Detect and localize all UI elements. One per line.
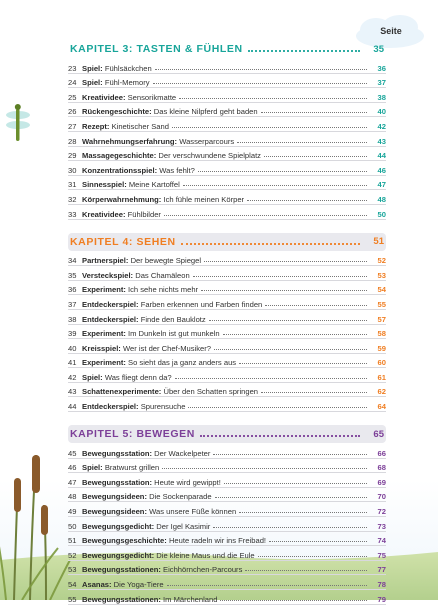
leader-dots <box>181 235 360 245</box>
entry-number: 24 <box>68 78 77 88</box>
chapter-heading-4[interactable] <box>68 233 386 251</box>
toc-entry[interactable] <box>68 383 386 398</box>
entry-title: Die Sockenparade <box>149 492 212 502</box>
entry-page: 66 <box>377 448 386 458</box>
entry-page: 52 <box>377 256 386 266</box>
entry-label: Spiel: <box>82 372 103 382</box>
entry-title: Ich fühle meinen Körper <box>163 194 245 204</box>
entry-label: Versteckspiel: <box>82 270 134 280</box>
entry-number: 36 <box>68 285 77 295</box>
entry-title: Die Yoga-Tiere <box>113 580 164 589</box>
toc-entry[interactable] <box>68 88 386 103</box>
entry-title: Über den Schatten springen <box>163 387 259 397</box>
toc-entry[interactable] <box>68 561 386 576</box>
entry-title: So sieht das ja ganz anders aus <box>128 358 237 368</box>
entry-title: Fühlsäckchen <box>104 63 152 73</box>
entry-number: 44 <box>68 402 77 412</box>
toc-entry[interactable] <box>68 59 386 74</box>
entry-page: 38 <box>377 92 386 102</box>
entry-label: Konzentrationsspiel: <box>82 165 158 175</box>
toc-entry[interactable] <box>68 590 386 605</box>
entry-page: 36 <box>377 63 386 73</box>
entry-page: 60 <box>377 358 386 368</box>
entry-number: 30 <box>68 165 77 175</box>
entry-title: Der Igel Kasimir <box>156 521 211 531</box>
entry-page: 79 <box>377 594 386 604</box>
toc-entry[interactable] <box>68 488 386 503</box>
entry-title: Im Märchenland <box>163 594 218 604</box>
chapter-heading-3[interactable] <box>68 40 386 58</box>
entry-number: 51 <box>68 536 77 546</box>
entry-label: Sinnesspiel: <box>82 180 127 190</box>
toc-entry[interactable] <box>68 310 386 325</box>
toc-entry[interactable] <box>68 295 386 310</box>
entry-number: 39 <box>68 329 77 339</box>
toc-entry[interactable] <box>68 459 386 474</box>
entry-number: 28 <box>68 136 77 146</box>
toc-entry[interactable] <box>68 103 386 118</box>
entry-label: Bewegungsgeschichte: <box>82 536 167 546</box>
entry-page: 40 <box>377 107 386 117</box>
entry-list <box>68 444 386 605</box>
entry-page: 78 <box>377 580 386 589</box>
entry-label: Wahrnehmungserfahrung: <box>82 136 178 146</box>
entry-page: 44 <box>377 151 386 161</box>
chapter-title: KAPITEL 5: BEWEGEN <box>70 428 195 441</box>
entry-page: 55 <box>377 299 386 309</box>
entry-page: 73 <box>377 521 386 531</box>
toc-entry[interactable] <box>68 532 386 547</box>
entry-page: 75 <box>377 550 386 560</box>
entry-title: Heute wird gewippt! <box>154 477 221 487</box>
toc-entry[interactable] <box>68 281 386 296</box>
entry-number: 41 <box>68 358 77 368</box>
chapter-page: 65 <box>373 428 384 440</box>
entry-label: Experiment: <box>82 358 126 368</box>
entry-number: 54 <box>68 580 77 589</box>
entry-title: Eichhörnchen-Parcours <box>163 565 243 575</box>
toc-entry[interactable] <box>68 161 386 176</box>
toc-entry[interactable] <box>68 502 386 517</box>
entry-page: 47 <box>377 180 386 190</box>
leader-dots <box>248 42 360 52</box>
entry-title: Kinetischer Sand <box>111 121 169 131</box>
entry-number: 46 <box>68 463 77 473</box>
entry-title: Der Wackelpeter <box>154 448 211 458</box>
toc-entry[interactable] <box>68 147 386 162</box>
entry-label: Entdeckerspiel: <box>82 299 139 309</box>
toc-entry[interactable] <box>68 266 386 281</box>
entry-label: Kreisspiel: <box>82 343 121 353</box>
entry-title: Was unsere Füße können <box>149 507 237 517</box>
entry-label: Bewegungsgedicht: <box>82 521 155 531</box>
entry-page: 69 <box>377 477 386 487</box>
toc-entry[interactable] <box>68 325 386 340</box>
table-of-contents <box>68 40 386 605</box>
entry-page: 46 <box>377 165 386 175</box>
toc-entry[interactable] <box>68 473 386 488</box>
entry-label: Bewegungsstationen: <box>82 565 161 575</box>
entry-number: 52 <box>68 550 77 560</box>
toc-entry[interactable] <box>68 546 386 561</box>
toc-entry[interactable] <box>68 354 386 369</box>
entry-page: 68 <box>377 463 386 473</box>
entry-title: Fühl-Memory <box>104 78 150 88</box>
entry-number: 31 <box>68 180 77 190</box>
entry-number: 27 <box>68 121 77 131</box>
chapter-section-3 <box>68 40 386 220</box>
entry-number: 42 <box>68 372 77 382</box>
entry-label: Schattenexperimente: <box>82 387 162 397</box>
entry-title: Farben erkennen und Farben finden <box>140 299 263 309</box>
entry-number: 55 <box>68 594 77 604</box>
entry-label: Spiel: <box>82 78 103 88</box>
entry-page: 61 <box>377 372 386 382</box>
entry-page: 43 <box>377 136 386 146</box>
chapter-title: KAPITEL 3: TASTEN & FÜHLEN <box>70 43 243 55</box>
entry-title: Was fliegt denn da? <box>104 372 172 382</box>
entry-label: Asanas: <box>82 580 112 589</box>
entry-page: 58 <box>377 329 386 339</box>
entry-number: 49 <box>68 507 77 517</box>
entry-label: Bewegungsgedicht: <box>82 550 155 560</box>
entry-label: Entdeckerspiel: <box>82 314 139 324</box>
entry-number: 26 <box>68 107 77 117</box>
entry-label: Partnerspiel: <box>82 256 129 266</box>
entry-number: 45 <box>68 448 77 458</box>
entry-page: 62 <box>377 387 386 397</box>
entry-title: Fühlbilder <box>127 209 161 219</box>
entry-label: Massagegeschichte: <box>82 151 157 161</box>
toc-entry[interactable] <box>68 252 386 267</box>
toc-entry[interactable] <box>68 575 386 590</box>
chapter-page: 35 <box>373 43 384 55</box>
entry-label: Kreatividee: <box>82 209 126 219</box>
entry-title: Das Chamäleon <box>135 270 190 280</box>
entry-page: 72 <box>377 507 386 517</box>
toc-entry[interactable] <box>68 132 386 147</box>
entry-label: Spiel: <box>82 63 103 73</box>
entry-title: Finde den Bauklotz <box>140 314 206 324</box>
entry-page: 74 <box>377 536 386 546</box>
entry-title: Im Dunkeln ist gut munkeln <box>128 329 220 339</box>
entry-list <box>68 252 386 413</box>
entry-label: Körperwahrnehmung: <box>82 194 162 204</box>
entry-title: Sensorikmatte <box>127 92 177 102</box>
entry-page: 42 <box>377 121 386 131</box>
entry-number: 25 <box>68 92 77 102</box>
entry-title: Wasserparcours <box>179 136 235 146</box>
entry-page: 77 <box>377 565 386 575</box>
entry-title: Was fehlt? <box>159 165 195 175</box>
page-column-label: Seite <box>380 26 402 36</box>
entry-number: 53 <box>68 565 77 575</box>
entry-page: 50 <box>377 209 386 219</box>
entry-title: Wer ist der Chef-Musiker? <box>122 343 212 353</box>
toc-entry[interactable] <box>68 368 386 383</box>
toc-entry[interactable] <box>68 397 386 412</box>
entry-title: Der bewegte Spiegel <box>130 256 202 266</box>
entry-label: Spiel: <box>82 463 103 473</box>
entry-number: 34 <box>68 256 77 266</box>
entry-title: Der verschwundene Spielplatz <box>158 151 261 161</box>
entry-number: 38 <box>68 314 77 324</box>
entry-title: Ich sehe nichts mehr <box>128 285 199 295</box>
entry-list <box>68 59 386 220</box>
entry-page: 57 <box>377 314 386 324</box>
toc-entry[interactable] <box>68 190 386 205</box>
entry-label: Bewegungsstation: <box>82 448 153 458</box>
entry-page: 70 <box>377 492 386 502</box>
leader-dots <box>200 427 360 437</box>
entry-label: Bewegungsstationen: <box>82 594 161 604</box>
entry-title: Meine Kartoffel <box>128 180 180 190</box>
entry-label: Kreatividee: <box>82 92 126 102</box>
entry-number: 35 <box>68 270 77 280</box>
toc-entry[interactable] <box>68 74 386 89</box>
entry-label: Bewegungsstation: <box>82 477 153 487</box>
entry-label: Entdeckerspiel: <box>82 402 139 412</box>
chapter-heading-5[interactable] <box>68 425 386 443</box>
entry-number: 33 <box>68 209 77 219</box>
entry-page: 54 <box>377 285 386 295</box>
entry-number: 37 <box>68 299 77 309</box>
entry-page: 48 <box>377 194 386 204</box>
toc-entry[interactable] <box>68 517 386 532</box>
entry-number: 50 <box>68 521 77 531</box>
entry-title: Das kleine Nilpferd geht baden <box>153 107 258 117</box>
entry-number: 43 <box>68 387 77 397</box>
chapter-title: KAPITEL 4: SEHEN <box>70 235 176 248</box>
entry-title: Spurensuche <box>140 402 186 412</box>
toc-entry[interactable] <box>68 444 386 459</box>
entry-title: Die kleine Maus und die Eule <box>156 550 255 560</box>
entry-page: 64 <box>377 402 386 412</box>
entry-label: Experiment: <box>82 285 126 295</box>
entry-label: Experiment: <box>82 329 126 339</box>
entry-number: 29 <box>68 151 77 161</box>
entry-label: Rückengeschichte: <box>82 107 152 117</box>
entry-title: Heute radeln wir ins Freibad! <box>168 536 267 546</box>
entry-number: 40 <box>68 343 77 353</box>
entry-label: Rezept: <box>82 121 110 131</box>
entry-page: 37 <box>377 78 386 88</box>
entry-number: 23 <box>68 63 77 73</box>
toc-entry[interactable] <box>68 176 386 191</box>
entry-number: 47 <box>68 477 77 487</box>
entry-page: 53 <box>377 270 386 280</box>
entry-title: Bratwurst grillen <box>104 463 160 473</box>
entry-label: Bewegungsideen: <box>82 507 147 517</box>
entry-label: Bewegungsideen: <box>82 492 147 502</box>
entry-number: 32 <box>68 194 77 204</box>
chapter-page: 51 <box>373 236 384 248</box>
toc-entry[interactable] <box>68 117 386 132</box>
entry-page: 59 <box>377 343 386 353</box>
chapter-section-4 <box>68 233 386 413</box>
chapter-section-5 <box>68 425 386 605</box>
entry-number: 48 <box>68 492 77 502</box>
toc-entry[interactable] <box>68 339 386 354</box>
toc-entry[interactable] <box>68 205 386 220</box>
